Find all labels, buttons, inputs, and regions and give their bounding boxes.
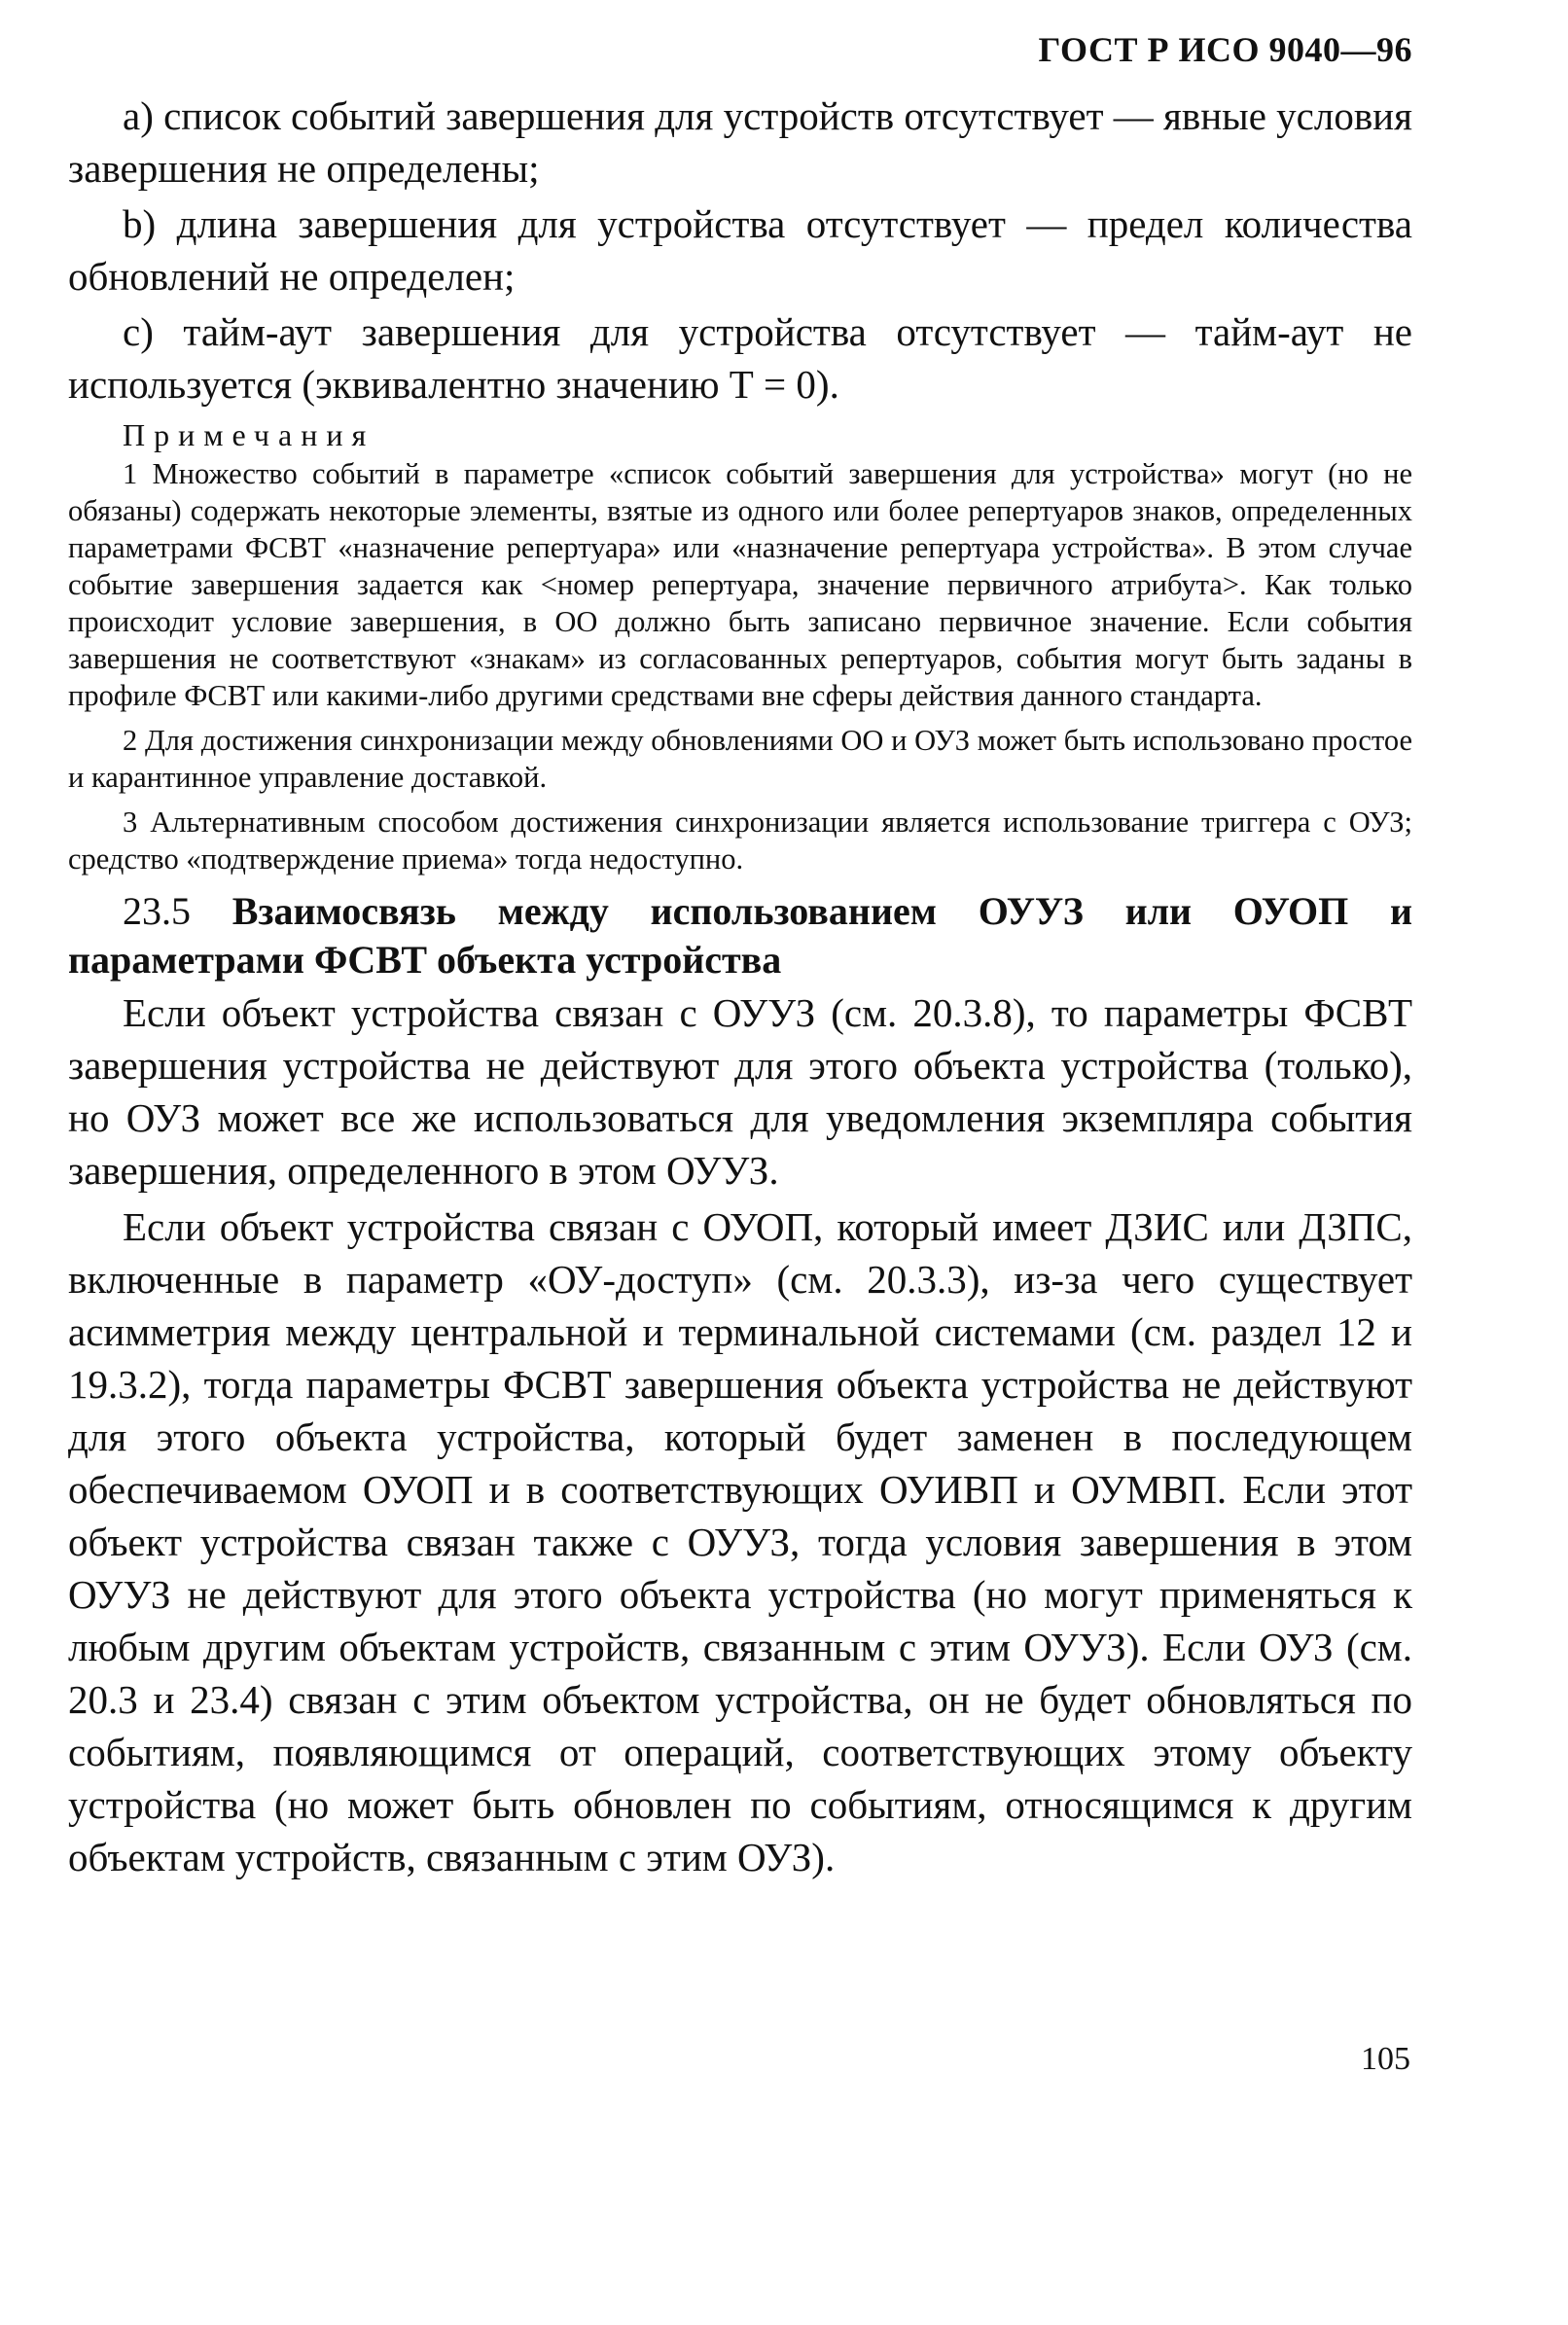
page-number: 105 (1361, 2041, 1410, 2077)
list-item-b: b) длина завершения для устройства отсутствует — предел количества обновлений не определен; (68, 201, 1412, 299)
section-title: Взаимосвязь между использованием ОУУЗ или ОУОП и параметрами ФСВТ объекта устройства (68, 889, 1413, 982)
body-paragraph-1: Если объект устройства связан с ОУУЗ (см. 20.3.8), то параметры ФСВТ завершения устройства не действуют для этого объекта устройства (только), но ОУЗ может все же использоваться для уведомления экземпляра события завершения, определенного в этом ОУУЗ. (68, 990, 1412, 1193)
note-3: 3 Альтернативным способом достижения синхронизации является использование триггера с ОУЗ; средство «подтверждение приема» тогда недоступно. (68, 805, 1412, 876)
running-header: ГОСТ Р ИСО 9040—96 (1038, 30, 1412, 69)
list-item-a: а) список событий завершения для устройств отсутствует — явные условия завершения не определены; (68, 93, 1412, 191)
list-item-c: с) тайм-аут завершения для устройства отсутствует — тайм-аут не используется (эквивалентно значению Т = 0). (68, 309, 1412, 407)
note-1: 1 Множество событий в параметре «список событий завершения для устройства» могут (но не обязаны) содержать некоторые элементы, взятые из одного или более репертуаров знаков, определенных параметрами ФСВТ «назначение репертуара» или «назначение репертуара устройства». В этом случае событие завершения задается как <номер репертуара, значение первичного атрибута>. Как только происходит условие завершения, в ОО должно быть записано первичное значение. Если события завершения не соответствуют «знакам» из согласованных репертуаров, события могут быть заданы в профиле ФСВТ или какими-либо другими средствами вне сферы действия данного стандарта. (68, 457, 1412, 712)
section-heading (68, 887, 1412, 984)
document-page (68, 29, 1412, 1887)
notes-heading: Примечания (123, 417, 375, 452)
section-number: 23.5 (123, 889, 191, 933)
body-paragraph-2: Если объект устройства связан с ОУОП, который имеет ДЗИС или ДЗПС, включенные в параметр «ОУ-доступ» (см. 20.3.3), из-за чего существует асимметрия между центральной и терминальной системами (см. раздел 12 и 19.3.2), тогда параметры ФСВТ завершения объекта устройства не действуют для этого объекта устройства, который будет заменен в последующем обеспечиваемом ОУОП и в соответствующих ОУИВП и ОУМВП. Если этот объект устройства связан также с ОУУЗ, тогда условия завершения в этом ОУУЗ не действуют для этого объекта устройства (но могут применяться к любым другим объектам устройств, связанным с этим ОУУЗ). Если ОУЗ (см. 20.3 и 23.4) связан с этим объектом устройства, он не будет обновляться по событиям, появляющимся от операций, соответствующих этому объекту устройства (но может быть обновлен по событиям, относящимся к другим объектам устройств, связанным с этим ОУЗ). (68, 1204, 1412, 1879)
note-2: 2 Для достижения синхронизации между обновлениями ОО и ОУЗ может быть использовано простое и карантинное управление доставкой. (68, 724, 1412, 794)
